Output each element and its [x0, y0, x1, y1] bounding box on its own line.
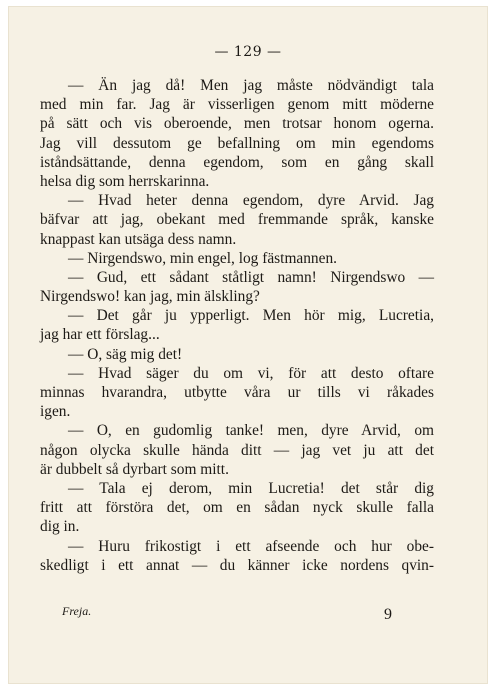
text-line: helsa dig som herrskarinna. [40, 172, 210, 190]
page-footer [62, 604, 392, 628]
text-line: med min far. Jag är visserligen genom mitt möderne [40, 96, 434, 114]
page-number: — 129 — [214, 44, 282, 60]
text-line: fritt att förstöra det, om en sådan nyck skulle falla [40, 499, 434, 517]
text-line: skedligt i ett annat — du känner icke nordens qvin- [40, 556, 434, 574]
text-line: — Nirgendswo, min engel, log fästmannen. [68, 249, 338, 267]
text-line: — O, en gudomlig tanke! men, dyre Arvid, om [68, 422, 434, 440]
text-line: — Gud, ett sådant ståtligt namn! Nirgendswo — [68, 268, 434, 286]
book-page [8, 6, 488, 684]
sheet-number: 9 [384, 606, 392, 623]
text-line: igen. [40, 403, 71, 421]
text-line: — Hvad heter denna egendom, dyre Arvid. Jag [68, 192, 434, 210]
text-line: — Tala ej derom, min Lucretia! det står dig [68, 479, 434, 497]
text-line: — Än jag då! Men jag måste nödvändigt tala [68, 77, 434, 94]
body-text [40, 76, 434, 575]
text-line: — Det går ju ypperligt. Men hör mig, Lucretia, [68, 307, 434, 325]
text-line: iståndsättande, denna egendom, som en gång skall [40, 153, 434, 171]
text-line: knappast kan utsäga dess namn. [40, 230, 237, 248]
text-line: på sätt och vis oberoende, men trotsar honom ogerna. [40, 115, 434, 133]
text-line: jag har ett förslag... [40, 326, 160, 344]
text-line: är dubbelt så dyrbart som mitt. [40, 460, 229, 478]
text-line: — Huru frikostigt i ett afseende och hur obe- [68, 537, 434, 555]
signature-mark: Freja. [62, 604, 92, 618]
text-line: Nirgendswo! kan jag, min älskling? [40, 288, 260, 306]
text-line: bäfvar att jag, obekant med fremmande språk, kanske [40, 211, 434, 229]
text-line: dig in. [40, 518, 80, 536]
text-line: — O, säg mig det! [68, 345, 183, 363]
text-line: Jag vill dessutom ge befallning om min egendoms [40, 134, 434, 152]
text-line: minnas hvarandra, utbytte våra ur tills vi råkades [40, 384, 434, 401]
text-line: — Hvad säger du om vi, för att desto oftare [68, 364, 434, 382]
text-line: någon olycka skulle hända ditt — jag vet ju att det [40, 441, 434, 459]
